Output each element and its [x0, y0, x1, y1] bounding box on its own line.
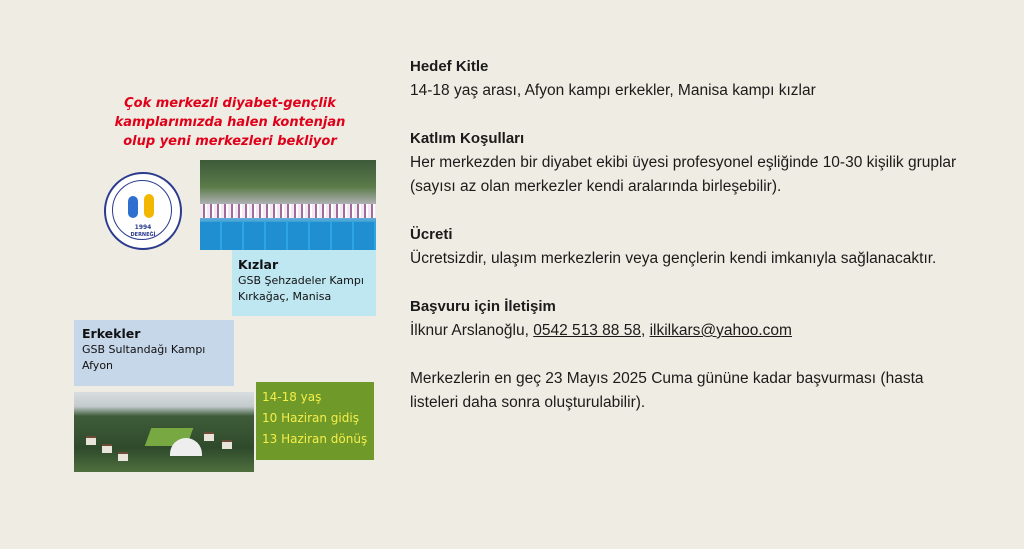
contact-title: Başvuru için İletişim	[410, 298, 556, 315]
headline-line-1: Çok merkezli diyabet-gençlik	[124, 96, 336, 111]
pool-crowd	[200, 204, 376, 218]
boys-camp-title: Erkekler	[82, 326, 141, 341]
contact-name: İlknur Arslanoğlu,	[410, 322, 534, 339]
girls-camp-box	[232, 250, 376, 316]
boys-camp-box	[74, 320, 234, 386]
age-range: 14-18 yaş	[262, 390, 322, 404]
contact-phone-link[interactable]: 0542 513 88 58	[533, 322, 641, 339]
camp-hut	[204, 432, 214, 441]
contact-line	[410, 319, 970, 343]
logo-child-figure	[144, 194, 154, 218]
contact-separator: ,	[640, 322, 650, 339]
girls-camp-name: GSB Şehzadeler Kampı	[238, 274, 364, 287]
fee-text: Ücretsizdir, ulaşım merkezlerin veya gençlerin kendi imkanıyla sağlanacaktır.	[410, 250, 937, 267]
logo-ring	[112, 180, 172, 240]
dates-box	[256, 382, 374, 460]
camp-hut	[86, 436, 96, 445]
participation-title: Katlım Koşulları	[410, 130, 525, 147]
pool-photo	[200, 160, 376, 250]
deadline-text: Merkezlerin en geç 23 Mayıs 2025 Cuma gününe kadar başvurması (hasta listeleri daha sonra oluşturulabilir).	[410, 370, 924, 411]
participation-text: Her merkezden bir diyabet ekibi üyesi profesyonel eşliğinde 10-30 kişilik gruplar (sayısı az olan merkezler kendi aralarında birleşebilir).	[410, 154, 957, 195]
camp-hut	[118, 452, 128, 461]
deadline-section	[410, 367, 970, 415]
poster-headline	[95, 94, 365, 151]
forest-camp-photo	[74, 392, 254, 472]
logo-word: DERNEĞİ	[130, 232, 156, 238]
fee-section	[410, 223, 970, 271]
return-date: 13 Haziran dönüş	[262, 432, 368, 446]
association-logo-icon	[104, 172, 182, 250]
headline-line-3: olup yeni merkezleri bekliyor	[123, 134, 337, 149]
camp-dome	[170, 438, 202, 456]
pool-water	[200, 222, 376, 250]
camp-poster	[70, 88, 382, 478]
logo-child-figure	[128, 196, 138, 218]
boys-camp-name: GSB Sultandağı Kampı	[82, 343, 206, 356]
departure-date: 10 Haziran gidiş	[262, 411, 359, 425]
fee-title: Ücreti	[410, 226, 453, 243]
camp-hut	[102, 444, 112, 453]
girls-camp-location: Kırkağaç, Manisa	[238, 290, 332, 303]
participation-section	[410, 127, 970, 199]
target-audience-section	[410, 55, 970, 103]
boys-camp-location: Afyon	[82, 359, 114, 372]
contact-email-link[interactable]: ilkilkars@yahoo.com	[649, 322, 792, 339]
target-audience-text: 14-18 yaş arası, Afyon kampı erkekler, Manisa kampı kızlar	[410, 82, 816, 99]
logo-year: 1994	[134, 224, 152, 231]
girls-camp-title: Kızlar	[238, 257, 279, 272]
contact-section	[410, 295, 970, 343]
camp-info	[410, 55, 970, 439]
target-audience-title: Hedef Kitle	[410, 58, 489, 75]
headline-line-2: kamplarımızda halen kontenjan	[114, 115, 346, 130]
camp-hut	[222, 440, 232, 449]
